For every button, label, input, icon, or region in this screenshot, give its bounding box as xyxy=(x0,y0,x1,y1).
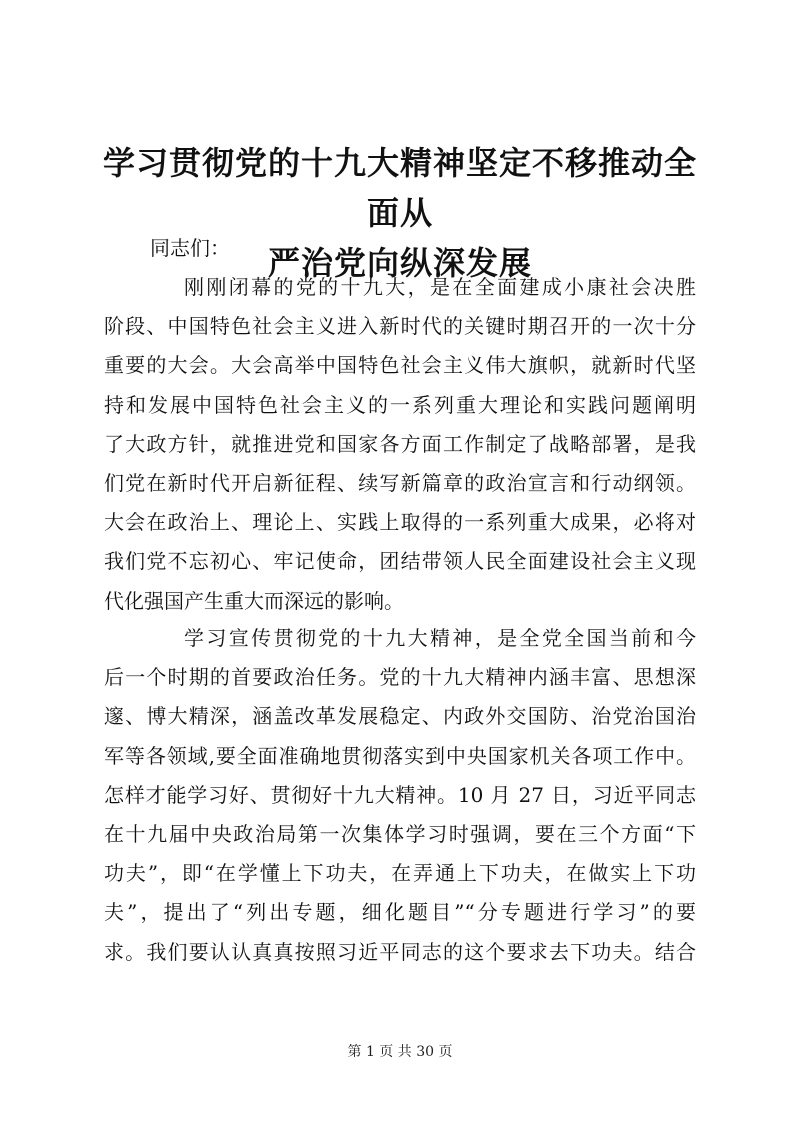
salutation: 同志们： xyxy=(150,236,230,260)
paragraph-1-line-9: 代化强国产生重大而深远的影响。 xyxy=(104,588,404,613)
title-line-2: 严治党向纵深发展 xyxy=(267,244,532,282)
paragraph-1-line-8: 我们党不忘初心、牢记使命，团结带领人民全面建设社会主义现 xyxy=(104,549,696,574)
paragraph-2-line-6: 在十九届中央政治局第一次集体学习时强调，要在三个方面“下 xyxy=(104,821,696,846)
paragraph-1-line-5: 了大政方针，就推进党和国家各方面工作制定了战略部署，是我 xyxy=(104,431,696,456)
paragraph-2-line-5: 怎样才能学习好、贯彻好十九大精神。10 月 27 日，习近平同志 xyxy=(104,782,696,807)
paragraph-1-line-2: 阶段、中国特色社会主义进入新时代的关键时期召开的一次十分 xyxy=(104,314,696,339)
paragraph-2-line-8: 夫”，提出了“列出专题，细化题目”“分专题进行学习”的要 xyxy=(104,900,696,925)
paragraph-1-line-3: 重要的大会。大会高举中国特色社会主义伟大旗帜，就新时代坚 xyxy=(104,353,696,378)
title-line-1: 学习贯彻党的十九大精神坚定不移推动全面从 xyxy=(102,144,697,232)
document-title xyxy=(100,138,700,288)
page-number-footer: 第 1 页 共 30 页 xyxy=(347,1044,453,1060)
paragraph-2-line-1: 学习宣传贯彻党的十九大精神，是全党全国当前和今 xyxy=(184,626,696,650)
paragraph-1 xyxy=(104,268,696,621)
paragraph-2-line-2: 后一个时期的首要政治任务。党的十九大精神内涵丰富、思想深 xyxy=(104,665,696,690)
paragraph-2 xyxy=(104,619,696,972)
paragraph-2-line-4: 军等各领域,要全面准确地贯彻落实到中央国家机关各项工作中。 xyxy=(104,743,696,768)
paragraph-1-line-6: 们党在新时代开启新征程、续写新篇章的政治宣言和行动纲领。 xyxy=(104,470,696,495)
paragraph-1-line-7: 大会在政治上、理论上、实践上取得的一系列重大成果，必将对 xyxy=(104,510,696,535)
paragraph-1-line-1: 刚刚闭幕的党的十九大，是在全面建成小康社会决胜 xyxy=(184,275,696,299)
paragraph-2-line-3: 邃、博大精深，涵盖改革发展稳定、内政外交国防、治党治国治 xyxy=(104,704,696,729)
paragraph-1-line-4: 持和发展中国特色社会主义的一系列重大理论和实践问题阐明 xyxy=(104,392,696,417)
paragraph-2-line-7: 功夫”，即“在学懂上下功夫，在弄通上下功夫，在做实上下功 xyxy=(104,861,696,886)
paragraph-2-line-9: 求。我们要认认真真按照习近平同志的这个要求去下功夫。结合 xyxy=(104,939,696,964)
